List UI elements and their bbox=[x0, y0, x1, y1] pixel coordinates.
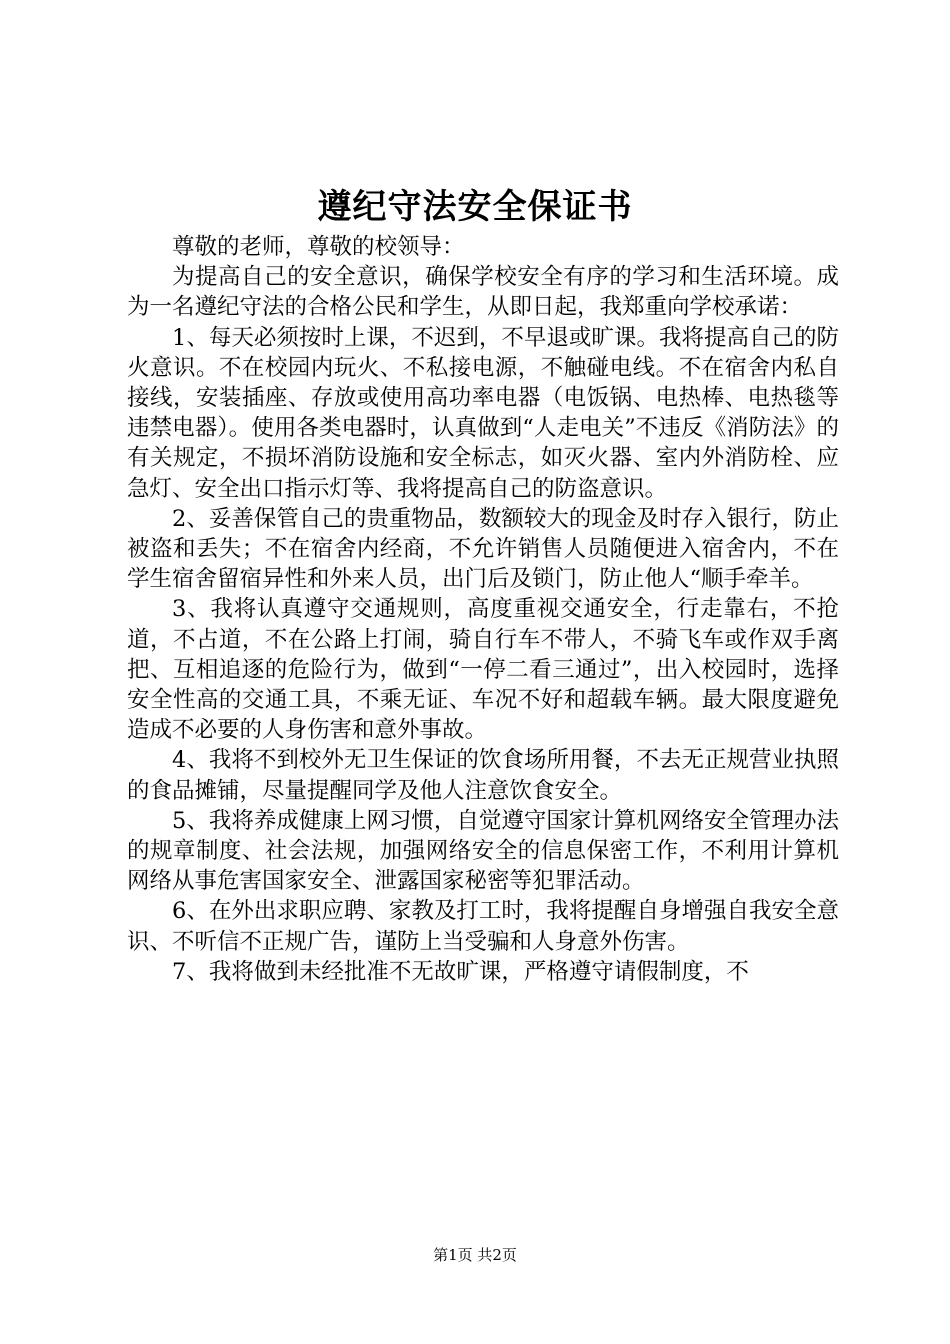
paragraph-item-7: 7、我将做到未经批准不无故旷课，严格遵守请假制度，不 bbox=[172, 958, 749, 985]
paragraph-item-2: 2、妥善保管自己的贵重物品，数额较大的现金及时存入银行，防止被盗和丢失；不在宿舍内经商，不允许销售人员随便进入宿舍内，不在学生宿舍留宿异性和外来人员，出门后及锁门，防止他人“顺手牵羊。 bbox=[127, 505, 839, 593]
paragraph-intro: 为提高自己的安全意识，确保学校安全有序的学习和生活环境。成为一名遵纪守法的合格公民和学生，从即日起，我郑重向学校承诺： bbox=[127, 264, 839, 321]
salutation: 尊敬的老师，尊敬的校领导： bbox=[172, 234, 465, 260]
paragraph-item-3: 3、我将认真遵守交通规则，高度重视交通安全，行走靠右，不抢道，不占道，不在公路上打闹，骑自行车不带人，不骑飞车或作双手离把、互相追逐的危险行为，做到“一停二看三通过”，出入校园时，选择安全性高的交通工具，不乘无证、车况不好和超载车辆。最大限度避免造成不必要的人身伤害和意外事故。 bbox=[127, 596, 839, 744]
paragraph-item-1: 1、每天必须按时上课，不迟到，不早退或旷课。我将提高自己的防火意识。不在校园内玩火、不私接电源，不触碰电线。不在宿舍内私自接线，安装插座、存放或使用高功率电器（电饭锅、电热棒、电热毯等违禁电器）。使用各类电器时，认真做到“人走电关”不违反《消防法》的有关规定，不损坏消防设施和安全标志，如灭火器、室内外消防栓、应急灯、安全出口指示灯等、我将提高自己的防盗意识。 bbox=[127, 324, 839, 502]
page-footer: 第1页 共2页 bbox=[433, 1246, 517, 1264]
document-title: 遵纪守法安全保证书 bbox=[317, 187, 633, 227]
paragraph-item-4: 4、我将不到校外无卫生保证的饮食场所用餐，不去无正规营业执照的食品摊铺，尽量提醒同学及他人注意饮食安全。 bbox=[127, 747, 839, 804]
paragraph-item-5: 5、我将养成健康上网习惯，自觉遵守国家计算机网络安全管理办法的规章制度、社会法规，加强网络安全的信息保密工作，不利用计算机网络从事危害国家安全、泄露国家秘密等犯罪活动。 bbox=[127, 807, 839, 895]
document-body bbox=[127, 232, 839, 987]
paragraph-item-6: 6、在外出求职应聘、家教及打工时，我将提醒自身增强自我安全意识、不听信不正规广告，谨防上当受骗和人身意外伤害。 bbox=[127, 898, 839, 955]
